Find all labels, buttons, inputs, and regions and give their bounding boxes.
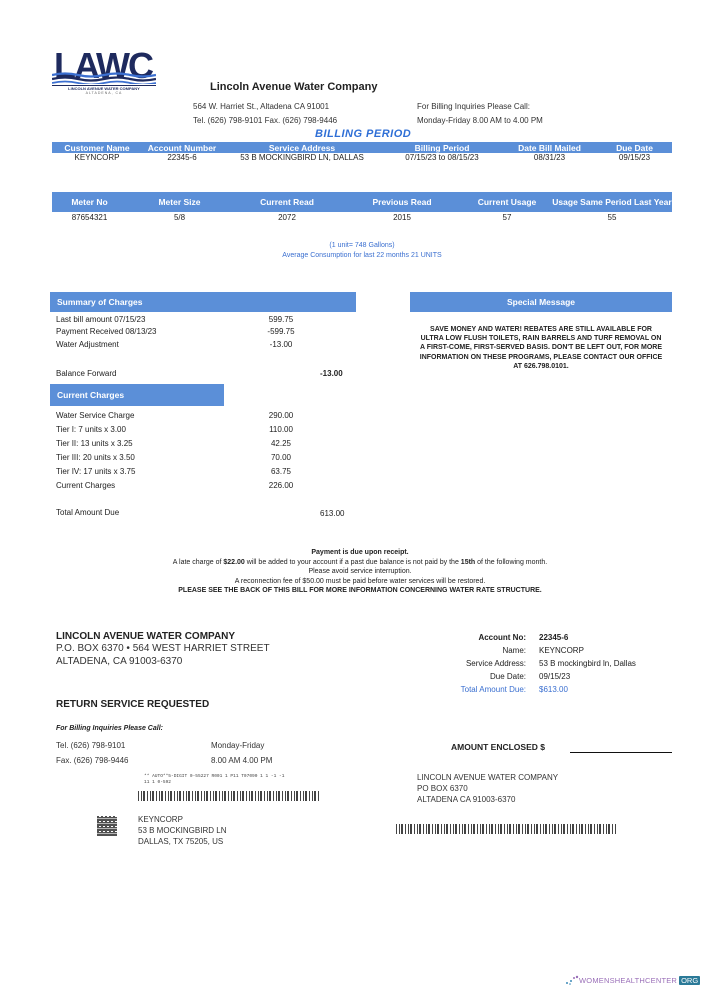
- summary-row-value: 599.75: [268, 314, 294, 324]
- col-usage-last-year: Usage Same Period Last Year: [552, 196, 672, 207]
- current-usage-value: 57: [502, 213, 512, 222]
- interruption-notice: Please avoid service interruption.: [308, 568, 412, 575]
- logo-subtext: LINCOLN AVENUE WATER COMPANY: [52, 85, 156, 91]
- logo-text: LAWC: [54, 45, 152, 86]
- postal-code-line-2: 11 1 0-592: [144, 780, 172, 785]
- service-address-value: 53 B MOCKINGBIRD LN, DALLAS: [240, 153, 364, 162]
- charge-label: Current Charges: [56, 480, 116, 490]
- special-message-header: [410, 292, 672, 312]
- remit-company-name: LINCOLN AVENUE WATER COMPANY: [56, 631, 236, 642]
- summary-row-value: -13.00: [269, 339, 293, 349]
- customer-address-2: DALLAS, TX 75205, US: [138, 837, 224, 846]
- qr-code-icon: [97, 816, 117, 836]
- charge-row: [56, 422, 306, 436]
- customer-name: KEYNCORP: [138, 815, 183, 824]
- mail-to-line-1: LINCOLN AVENUE WATER COMPANY: [417, 773, 559, 782]
- previous-read-value: 2015: [393, 213, 411, 222]
- meter-size-value: 5/8: [173, 213, 186, 222]
- stub-due-value: 09/15/23: [539, 672, 571, 681]
- payment-due-notice: Payment is due upon receipt.: [311, 549, 409, 556]
- watermark: [565, 975, 700, 985]
- col-date-mailed: Date Bill Mailed: [518, 142, 581, 153]
- logo-location: ALTADENA, CA: [85, 91, 123, 95]
- billing-period-value: 07/15/23 to 08/15/23: [405, 153, 479, 162]
- col-current-read: Current Read: [260, 197, 314, 207]
- col-meter-size: Meter Size: [158, 197, 201, 207]
- charge-row: [56, 408, 306, 422]
- charge-label: Tier III: 20 units x 3.50: [56, 452, 135, 462]
- summary-row: [56, 326, 306, 339]
- charge-value: 70.00: [270, 452, 292, 462]
- return-barcode: [396, 824, 616, 834]
- charge-label: Tier II: 13 units x 3.25: [56, 438, 133, 448]
- special-message-text: SAVE MONEY AND WATER! REBATES ARE STILL AVAILABLE FOR ULTRA LOW FLUSH TOILETS, RAIN BARRELS AND TURF REMOVAL ON A FIRST-COME, FIRST-SERVED BASIS. DON'T BE LEFT OUT, FOR MORE INFORMATION ON THESE PROGRAMS, PLEASE CONTACT OUR OFFICE AT 626.798.0101.: [419, 326, 663, 370]
- watermark-badge: ORG: [681, 975, 699, 985]
- summary-row-label: Water Adjustment: [56, 339, 119, 349]
- current-charges-header: [50, 384, 224, 406]
- late-charge-text: will be added to your account if a past due balance is not paid by the: [244, 558, 461, 566]
- current-charges-rows: [56, 408, 306, 492]
- col-meter-no: Meter No: [71, 197, 108, 207]
- remit-fax: Fax. (626) 798-9446: [56, 756, 129, 765]
- summary-rows: [56, 313, 306, 351]
- late-charge-day: 15th: [460, 558, 476, 566]
- charge-label: Tier I: 7 units x 3.00: [56, 424, 126, 434]
- billing-period-title: BILLING PERIOD: [315, 128, 412, 140]
- unit-note: (1 unit= 748 Gallons): [329, 242, 395, 249]
- meter-no-value: 87654321: [71, 213, 108, 222]
- remit-hours: 8.00 AM 4.00 PM: [211, 756, 273, 765]
- col-service-address: Service Address: [268, 142, 336, 153]
- summary-row-value: -599.75: [267, 327, 295, 337]
- amount-enclosed-input[interactable]: [570, 752, 672, 753]
- company-name: Lincoln Avenue Water Company: [210, 81, 378, 93]
- summary-row-label: Last bill amount 07/15/23: [56, 314, 146, 324]
- charge-value: 226.00: [268, 480, 294, 490]
- late-charge-amount: $22.00: [223, 558, 245, 566]
- col-previous-read: Previous Read: [372, 197, 432, 207]
- mail-to-line-2: PO BOX 6370: [417, 784, 468, 793]
- stub-due-row: [420, 670, 680, 683]
- date-mailed-value: 08/31/23: [533, 153, 566, 162]
- stub-total-label: Total Amount Due:: [460, 685, 526, 694]
- summary-row-label: Payment Received 08/13/23: [56, 327, 157, 337]
- balance-forward-value: -13.00: [320, 369, 343, 378]
- col-customer-name: Customer Name: [64, 142, 130, 153]
- due-date-value: 09/15/23: [618, 153, 651, 162]
- charge-value: 42.25: [270, 438, 292, 448]
- customer-address-1: 53 B MOCKINGBIRD LN: [138, 826, 227, 835]
- current-charges-title: Current Charges: [57, 390, 125, 400]
- summary-title: Summary of Charges: [57, 297, 143, 307]
- special-message-title: Special Message: [506, 297, 576, 307]
- charge-value: 290.00: [268, 410, 294, 420]
- stub-name-label: Name:: [502, 646, 526, 655]
- billing-inquiries: For Billing Inquiries Please Call:: [417, 102, 530, 111]
- postal-code-line-1: ** AUTO**5-DIGIT 0-55227 R001 1 P11 T07090 1 1 -1 -1: [144, 774, 285, 779]
- charge-value: 63.75: [270, 466, 292, 476]
- remit-tel: Tel. (626) 798-9101: [56, 741, 126, 750]
- company-logo: [52, 45, 157, 100]
- stub-account-label: Account No:: [478, 633, 526, 642]
- charge-row: [56, 450, 306, 464]
- late-charge-text: of the following month.: [475, 558, 548, 566]
- balance-forward-label: Balance Forward: [56, 369, 117, 378]
- return-service-requested: RETURN SERVICE REQUESTED: [56, 699, 210, 710]
- late-charge-notice: [80, 558, 640, 568]
- stub-due-label: Due Date:: [489, 672, 526, 681]
- reconnection-notice: A reconnection fee of $50.00 must be paid before water services will be restored.: [234, 577, 486, 585]
- billing-header-row: [52, 142, 672, 153]
- mail-to-line-3: ALTADENA CA 91003-6370: [417, 795, 516, 804]
- stub-address-label: Service Address:: [465, 659, 526, 668]
- summary-row: [56, 313, 306, 326]
- charge-row: [56, 478, 306, 492]
- stub-account-row: [420, 631, 680, 644]
- office-hours: Monday-Friday 8.00 AM to 4.00 PM: [417, 116, 543, 125]
- late-charge-text: A late charge of: [172, 558, 224, 566]
- col-account-number: Account Number: [147, 142, 217, 153]
- amount-enclosed-label: AMOUNT ENCLOSED $: [451, 742, 545, 752]
- rate-structure-notice: PLEASE SEE THE BACK OF THIS BILL FOR MORE INFORMATION CONCERNING WATER RATE STRUCTURE.: [178, 587, 542, 594]
- stub-details: [420, 631, 680, 696]
- remit-address-1: P.O. BOX 6370 • 564 WEST HARRIET STREET: [56, 643, 270, 654]
- charge-label: Water Service Charge: [56, 410, 135, 420]
- remit-inquiries: For Billing Inquiries Please Call:: [56, 725, 163, 732]
- col-due-date: Due Date: [616, 142, 653, 153]
- total-due-label: Total Amount Due: [56, 508, 120, 517]
- summary-row: [56, 338, 306, 351]
- company-phone-fax: Tel. (626) 798-9101 Fax. (626) 798-9446: [193, 116, 338, 125]
- stub-address-row: [420, 657, 680, 670]
- current-read-value: 2072: [278, 213, 296, 222]
- average-consumption-note: Average Consumption for last 22 months 21 UNITS: [282, 252, 442, 259]
- charge-value: 110.00: [269, 424, 293, 434]
- stub-address-value: 53 B mockingbird ln, Dallas: [539, 659, 636, 668]
- meter-value-row: [52, 213, 672, 222]
- summary-header: [50, 292, 356, 312]
- total-due-value: 613.00: [320, 509, 345, 518]
- charge-label: Tier IV: 17 units x 3.75: [56, 466, 136, 476]
- stub-name-row: [420, 644, 680, 657]
- postal-barcode: [138, 791, 320, 801]
- company-address: 564 W. Harriet St., Altadena CA 91001: [193, 102, 330, 111]
- stub-total-row: [420, 683, 680, 696]
- col-current-usage: Current Usage: [477, 197, 537, 207]
- meter-header-row: [52, 192, 672, 212]
- stub-name-value: KEYNCORP: [539, 646, 584, 655]
- usage-last-year-value: 55: [607, 213, 617, 222]
- watermark-text: WOMENSHEALTHCENTER: [579, 975, 678, 985]
- account-number-value: 22345-6: [167, 153, 197, 162]
- stub-total-value: $613.00: [539, 685, 568, 694]
- billing-value-row: [52, 153, 672, 162]
- customer-name-value: KEYNCORP: [74, 153, 120, 162]
- col-billing-period: Billing Period: [414, 142, 470, 153]
- remit-address-2: ALTADENA, CA 91003-6370: [56, 656, 183, 667]
- notices: [80, 548, 640, 596]
- stub-account-value: 22345-6: [539, 633, 569, 642]
- dots-icon: [565, 975, 579, 985]
- remit-days: Monday-Friday: [211, 741, 265, 750]
- charge-row: [56, 464, 306, 478]
- waves-icon: [52, 72, 156, 84]
- charge-row: [56, 436, 306, 450]
